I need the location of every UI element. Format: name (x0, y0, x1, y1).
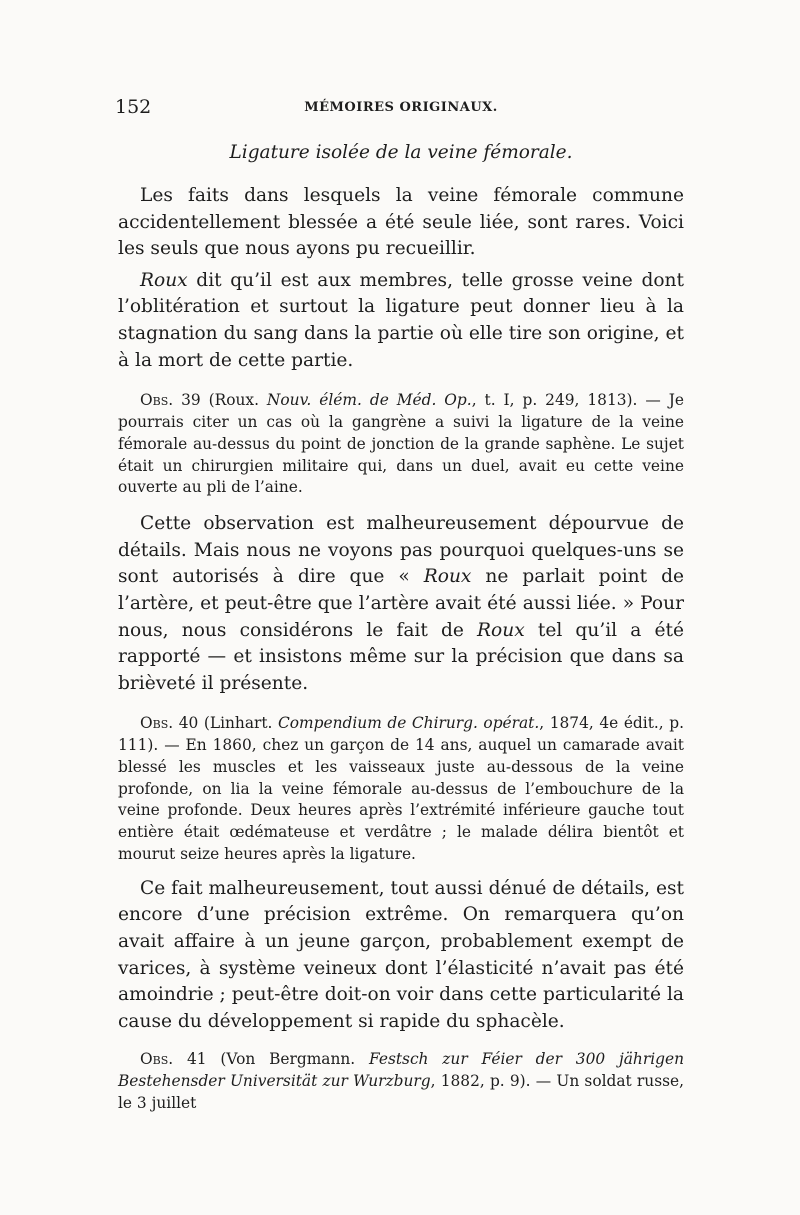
page (115, 96, 685, 1115)
observation-41 (118, 1049, 684, 1114)
author-name: Roux (140, 269, 188, 291)
page-header (115, 96, 684, 120)
paragraph-roux (118, 268, 684, 374)
paragraph-discussion (118, 511, 684, 697)
paragraph-intro: Les faits dans lesquels la veine fémorale commune accidentellement blessée a été seule liée, sont rares. Voici les seuls que nous ayons pu recueillir. (118, 185, 684, 260)
page-number: 152 (115, 96, 152, 118)
observation-text: , 1874, 4e édit., p. 111). — En 1860, chez un garçon de 14 ans, auquel un camarade avait blessé les muscles et les vaisseaux juste au-dessous de la veine profonde, on lia la veine fémorale au-dessus de l’embouchure de la veine profonde. Deux heures après l’extrémité inférieure gauche tout entière était œdémateuse et verdâtre ; le malade délira bientôt et mourut seize heures après la ligature. (118, 714, 684, 864)
observation-text: , t. I, p. 249, 1813). — Je pourrais citer un cas où la gangrène a suivi la ligature de la veine fémorale au-dessus du point de jonction de la grande saphène. Le sujet était un chirurgien militaire qui, dans un duel, avait eu cette veine ouverte au pli de l’aine. (118, 391, 685, 497)
observation-40 (118, 713, 684, 866)
reference-open: (Roux. (200, 391, 267, 410)
reference-title: Festsch zur Féier der 300 jährigen Bestehensder Universität zur Wurzburg (118, 1050, 684, 1091)
author-name: Roux (423, 566, 472, 588)
observation-label: Obs. 39 (140, 391, 201, 410)
reference-open: (Von Bergmann. (206, 1050, 370, 1069)
section-title: Ligature isolée de la veine fémorale. (229, 142, 573, 163)
observation-39 (118, 390, 684, 499)
paragraph-text: dit qu’il est aux membres, telle grosse veine dont l’oblitération et surtout la ligature peut donner lieu à la stagnation du sang dans la partie où elle tire son origine, et à la mort de cette partie. (118, 269, 684, 371)
author-name: Roux (477, 619, 525, 641)
paragraph-commentary: Ce fait malheureusement, tout aussi dénué de détails, est encore d’une précision extrême. On remarquera qu’on avait affaire à un jeune garçon, probablement exempt de varices, à système veineux dont l’élasticité n’avait pas été amoindrie ; peut-être doit-on voir dans cette particularité la cause du développement si rapide du sphacèle. (118, 877, 684, 1032)
reference-open: (Linhart. (198, 714, 278, 733)
observation-label: Obs. 40 (140, 714, 199, 733)
paragraph-text: tel qu’il a été rapporté — et insistons même sur la précision que dans sa brièveté il présente. (118, 619, 684, 694)
paragraph-text: ne parlait point de l’artère, et peut-être que l’artère avait été aussi liée. » Pour nous, nous considérons le fait de (118, 566, 684, 641)
running-head: MÉMOIRES ORIGINAUX. (304, 100, 498, 115)
reference-title: Compendium de Chirurg. opérat. (278, 714, 540, 733)
reference-title: Nouv. élém. de Méd. Op. (266, 391, 472, 410)
observation-label: Obs. 41 (140, 1050, 207, 1069)
observation-text: , 1882, p. 9). — Un soldat russe, le 3 juillet (118, 1072, 684, 1113)
paragraph-text: Cette observation est malheureusement dépourvue de détails. Mais nous ne voyons pas pourquoi quelques-uns se sont autorisés à dire que « (118, 513, 684, 588)
